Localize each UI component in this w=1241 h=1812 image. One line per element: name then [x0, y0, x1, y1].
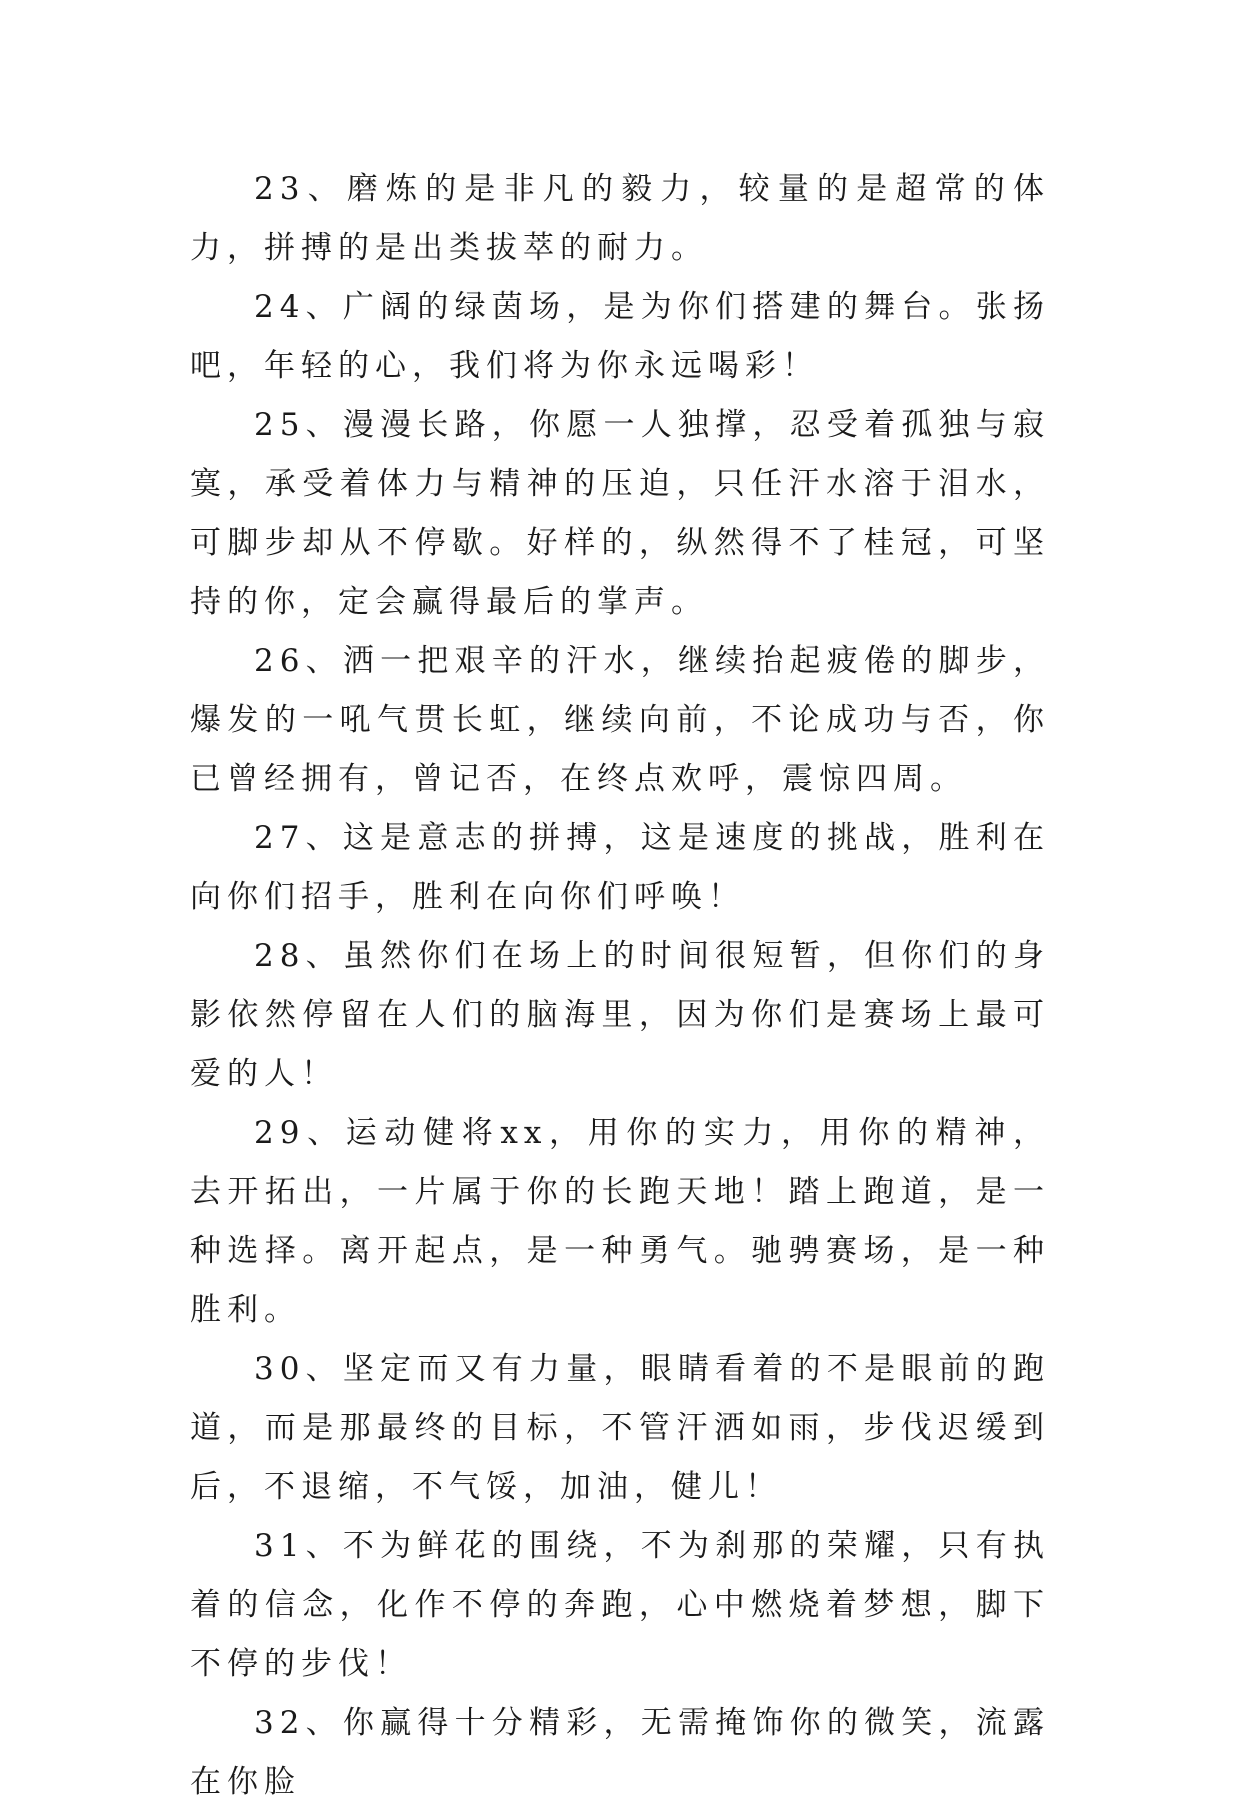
paragraph-23: 23、磨炼的是非凡的毅力，较量的是超常的体力，拼搏的是出类拔萃的耐力。 [190, 171, 1050, 266]
paragraph-30: 30、坚定而又有力量，眼睛看着的不是眼前的跑道，而是那最终的目标，不管汗洒如雨，步伐迟缓到后，不退缩，不气馁，加油，健儿！ [190, 1351, 1050, 1505]
paragraph-27: 27、这是意志的拼搏，这是速度的挑战，胜利在向你们招手，胜利在向你们呼唤！ [190, 820, 1050, 915]
paragraph-24: 24、广阔的绿茵场，是为你们搭建的舞台。张扬吧，年轻的心，我们将为你永远喝彩！ [190, 289, 1050, 384]
paragraph-31: 31、不为鲜花的围绕，不为刹那的荣耀，只有执着的信念，化作不停的奔跑，心中燃烧着梦想，脚下不停的步伐！ [190, 1528, 1050, 1682]
paragraph-26: 26、洒一把艰辛的汗水，继续抬起疲倦的脚步，爆发的一吼气贯长虹，继续向前，不论成功与否，你已曾经拥有，曾记否，在终点欢呼，震惊四周。 [190, 643, 1050, 797]
paragraph-25: 25、漫漫长路，你愿一人独撑，忍受着孤独与寂寞，承受着体力与精神的压迫，只任汗水溶于泪水，可脚步却从不停歇。好样的，纵然得不了桂冠，可坚持的你，定会赢得最后的掌声。 [190, 407, 1050, 620]
paragraph-32: 32、你赢得十分精彩，无需掩饰你的微笑，流露在你脸 [190, 1705, 1050, 1800]
document-body [190, 160, 1050, 1812]
paragraph-29: 29、运动健将xx，用你的实力，用你的精神，去开拓出，一片属于你的长跑天地！踏上跑道，是一种选择。离开起点，是一种勇气。驰骋赛场，是一种胜利。 [190, 1115, 1050, 1328]
paragraph-28: 28、虽然你们在场上的时间很短暂，但你们的身影依然停留在人们的脑海里，因为你们是赛场上最可爱的人！ [190, 938, 1050, 1092]
